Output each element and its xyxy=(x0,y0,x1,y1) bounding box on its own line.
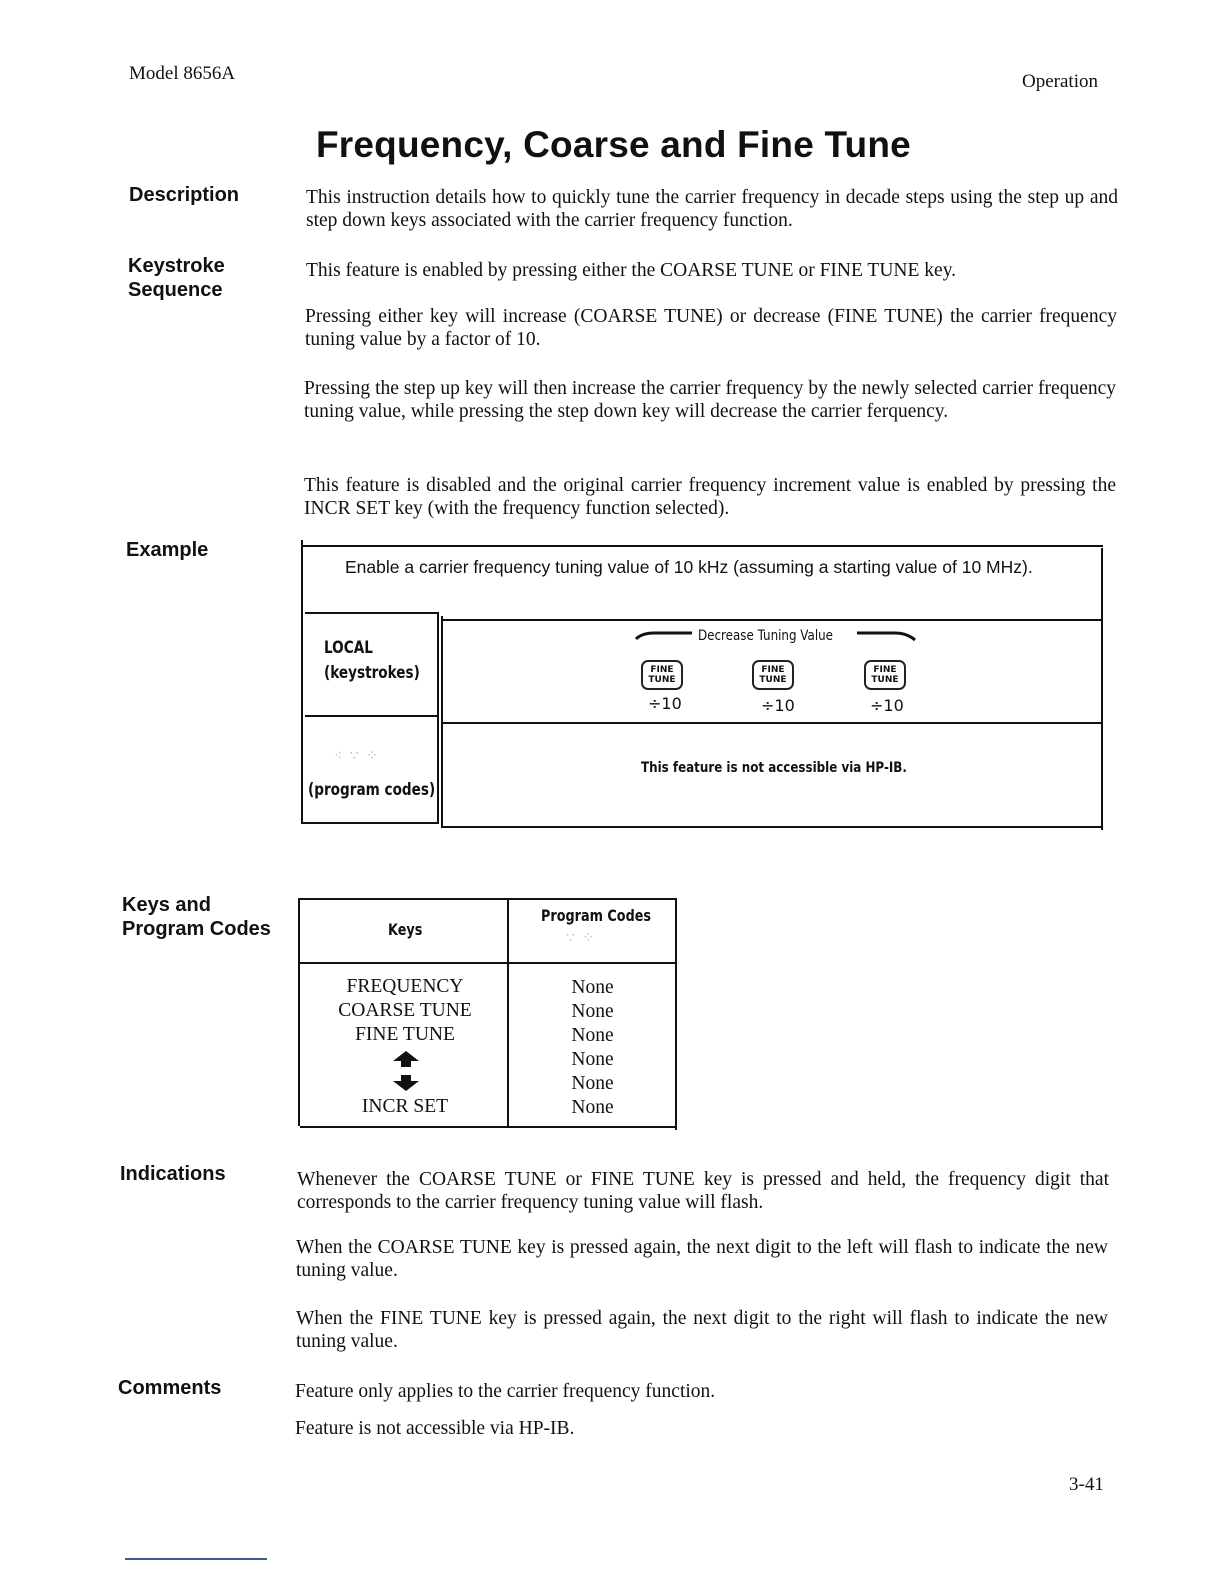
indications-para-2: When the COARSE TUNE key is pressed again, the next digit to the left will flash to indicate the new tuning value. xyxy=(296,1237,1108,1281)
keys-codes-heading-line1: Keys and xyxy=(122,894,211,916)
key-row: FREQUENCY xyxy=(346,976,464,997)
comments-para-1: Feature only applies to the carrier frequency function. xyxy=(295,1381,716,1402)
code-row: None xyxy=(571,1097,614,1118)
fine-tune-key-3 xyxy=(864,660,906,690)
keys-codes-heading xyxy=(122,893,271,941)
comments-para-2: Feature is not accessible via HP-IB. xyxy=(295,1418,575,1439)
key-row xyxy=(305,1047,505,1071)
keystroke-para-3: Pressing the step up key will then increase the carrier frequency by the newly selected carrier frequency tuning value, while pressing the step down key will decrease the carrier ferquency. xyxy=(304,378,1116,422)
step-up-arrow-icon xyxy=(392,1050,420,1068)
keystroke-para-2: Pressing either key will increase (COARSE TUNE) or decrease (FINE TUNE) the carrier frequency tuning value by a factor of 10. xyxy=(305,306,1117,350)
keystroke-para-1: This feature is enabled by pressing either the COARSE TUNE or FINE TUNE key. xyxy=(306,260,957,281)
comments-heading: Comments xyxy=(118,1377,222,1399)
local-label xyxy=(324,636,444,686)
page-number: 3-41 xyxy=(1069,1474,1104,1495)
local-label-line2: (keystrokes) xyxy=(324,663,420,683)
keystroke-heading-line1: Keystroke xyxy=(128,255,225,277)
fine-tune-key-3-line1: FINE xyxy=(873,665,897,675)
decrease-tuning-label: Decrease Tuning Value xyxy=(698,628,833,644)
faint-smudge: ⁖ ∵ ⁘ xyxy=(334,749,380,764)
keystroke-para-4: This feature is disabled and the original carrier frequency increment value is enabled by pressing the INCR SET key (with the frequency function selected). xyxy=(304,475,1116,519)
divisor-1: ÷10 xyxy=(648,694,682,713)
fine-tune-key-2 xyxy=(752,660,794,690)
keys-list xyxy=(305,975,505,1119)
keys-codes-heading-line2: Program Codes xyxy=(122,918,271,940)
key-row xyxy=(305,1071,505,1095)
divisor-3: ÷10 xyxy=(870,696,904,715)
key-row: COARSE TUNE xyxy=(338,1000,472,1021)
code-row: None xyxy=(571,1049,614,1070)
codes-list xyxy=(540,976,645,1120)
indications-para-3: When the FINE TUNE key is pressed again, the next digit to the right will flash to indicate the new tuning value. xyxy=(296,1308,1108,1352)
fine-tune-key-1 xyxy=(641,660,683,690)
header-section: Operation xyxy=(1022,71,1098,92)
program-codes-label: (program codes) xyxy=(308,780,436,800)
example-intro: Enable a carrier frequency tuning value of 10 kHz (assuming a starting value of 10 MHz). xyxy=(345,557,1033,577)
description-heading: Description xyxy=(129,184,240,206)
col-header-keys: Keys xyxy=(388,920,423,939)
footer-rule xyxy=(125,1558,267,1560)
fine-tune-key-1-line1: FINE xyxy=(650,665,674,675)
col-header-codes: Program Codes xyxy=(541,906,652,925)
indications-para-1: Whenever the COARSE TUNE or FINE TUNE key is pressed and held, the frequency digit that corresponds to the carrier frequency tuning value will flash. xyxy=(297,1169,1109,1213)
keystroke-heading xyxy=(128,254,225,302)
page-title: Frequency, Coarse and Fine Tune xyxy=(316,124,911,165)
decrease-arrow-right-icon xyxy=(855,627,917,643)
example-heading: Example xyxy=(126,539,209,561)
divisor-2: ÷10 xyxy=(761,696,795,715)
program-note: This feature is not accessible via HP-IB. xyxy=(641,760,907,776)
fine-tune-key-1-line2: TUNE xyxy=(648,675,676,685)
fine-tune-key-2-line2: TUNE xyxy=(759,675,787,685)
fine-tune-key-3-line2: TUNE xyxy=(871,675,899,685)
step-down-arrow-icon xyxy=(392,1074,420,1092)
keystroke-heading-line2: Sequence xyxy=(128,279,223,301)
indications-heading: Indications xyxy=(120,1163,226,1185)
local-label-line1: LOCAL xyxy=(324,638,373,658)
code-row: None xyxy=(571,1001,614,1022)
decrease-arrow-left-icon xyxy=(634,627,694,643)
description-text: This instruction details how to quickly tune the carrier frequency in decade steps using the step up and step down keys associated with the carrier frequency function. xyxy=(306,187,1118,231)
code-row: None xyxy=(571,1073,614,1094)
header-model: Model 8656A xyxy=(129,63,236,84)
code-row: None xyxy=(571,1025,614,1046)
key-row: INCR SET xyxy=(361,1096,449,1117)
code-row: None xyxy=(571,977,614,998)
faint-smudge-2: ∵ ⁘ xyxy=(566,931,597,946)
key-row: FINE TUNE xyxy=(355,1024,455,1045)
fine-tune-key-2-line1: FINE xyxy=(761,665,785,675)
